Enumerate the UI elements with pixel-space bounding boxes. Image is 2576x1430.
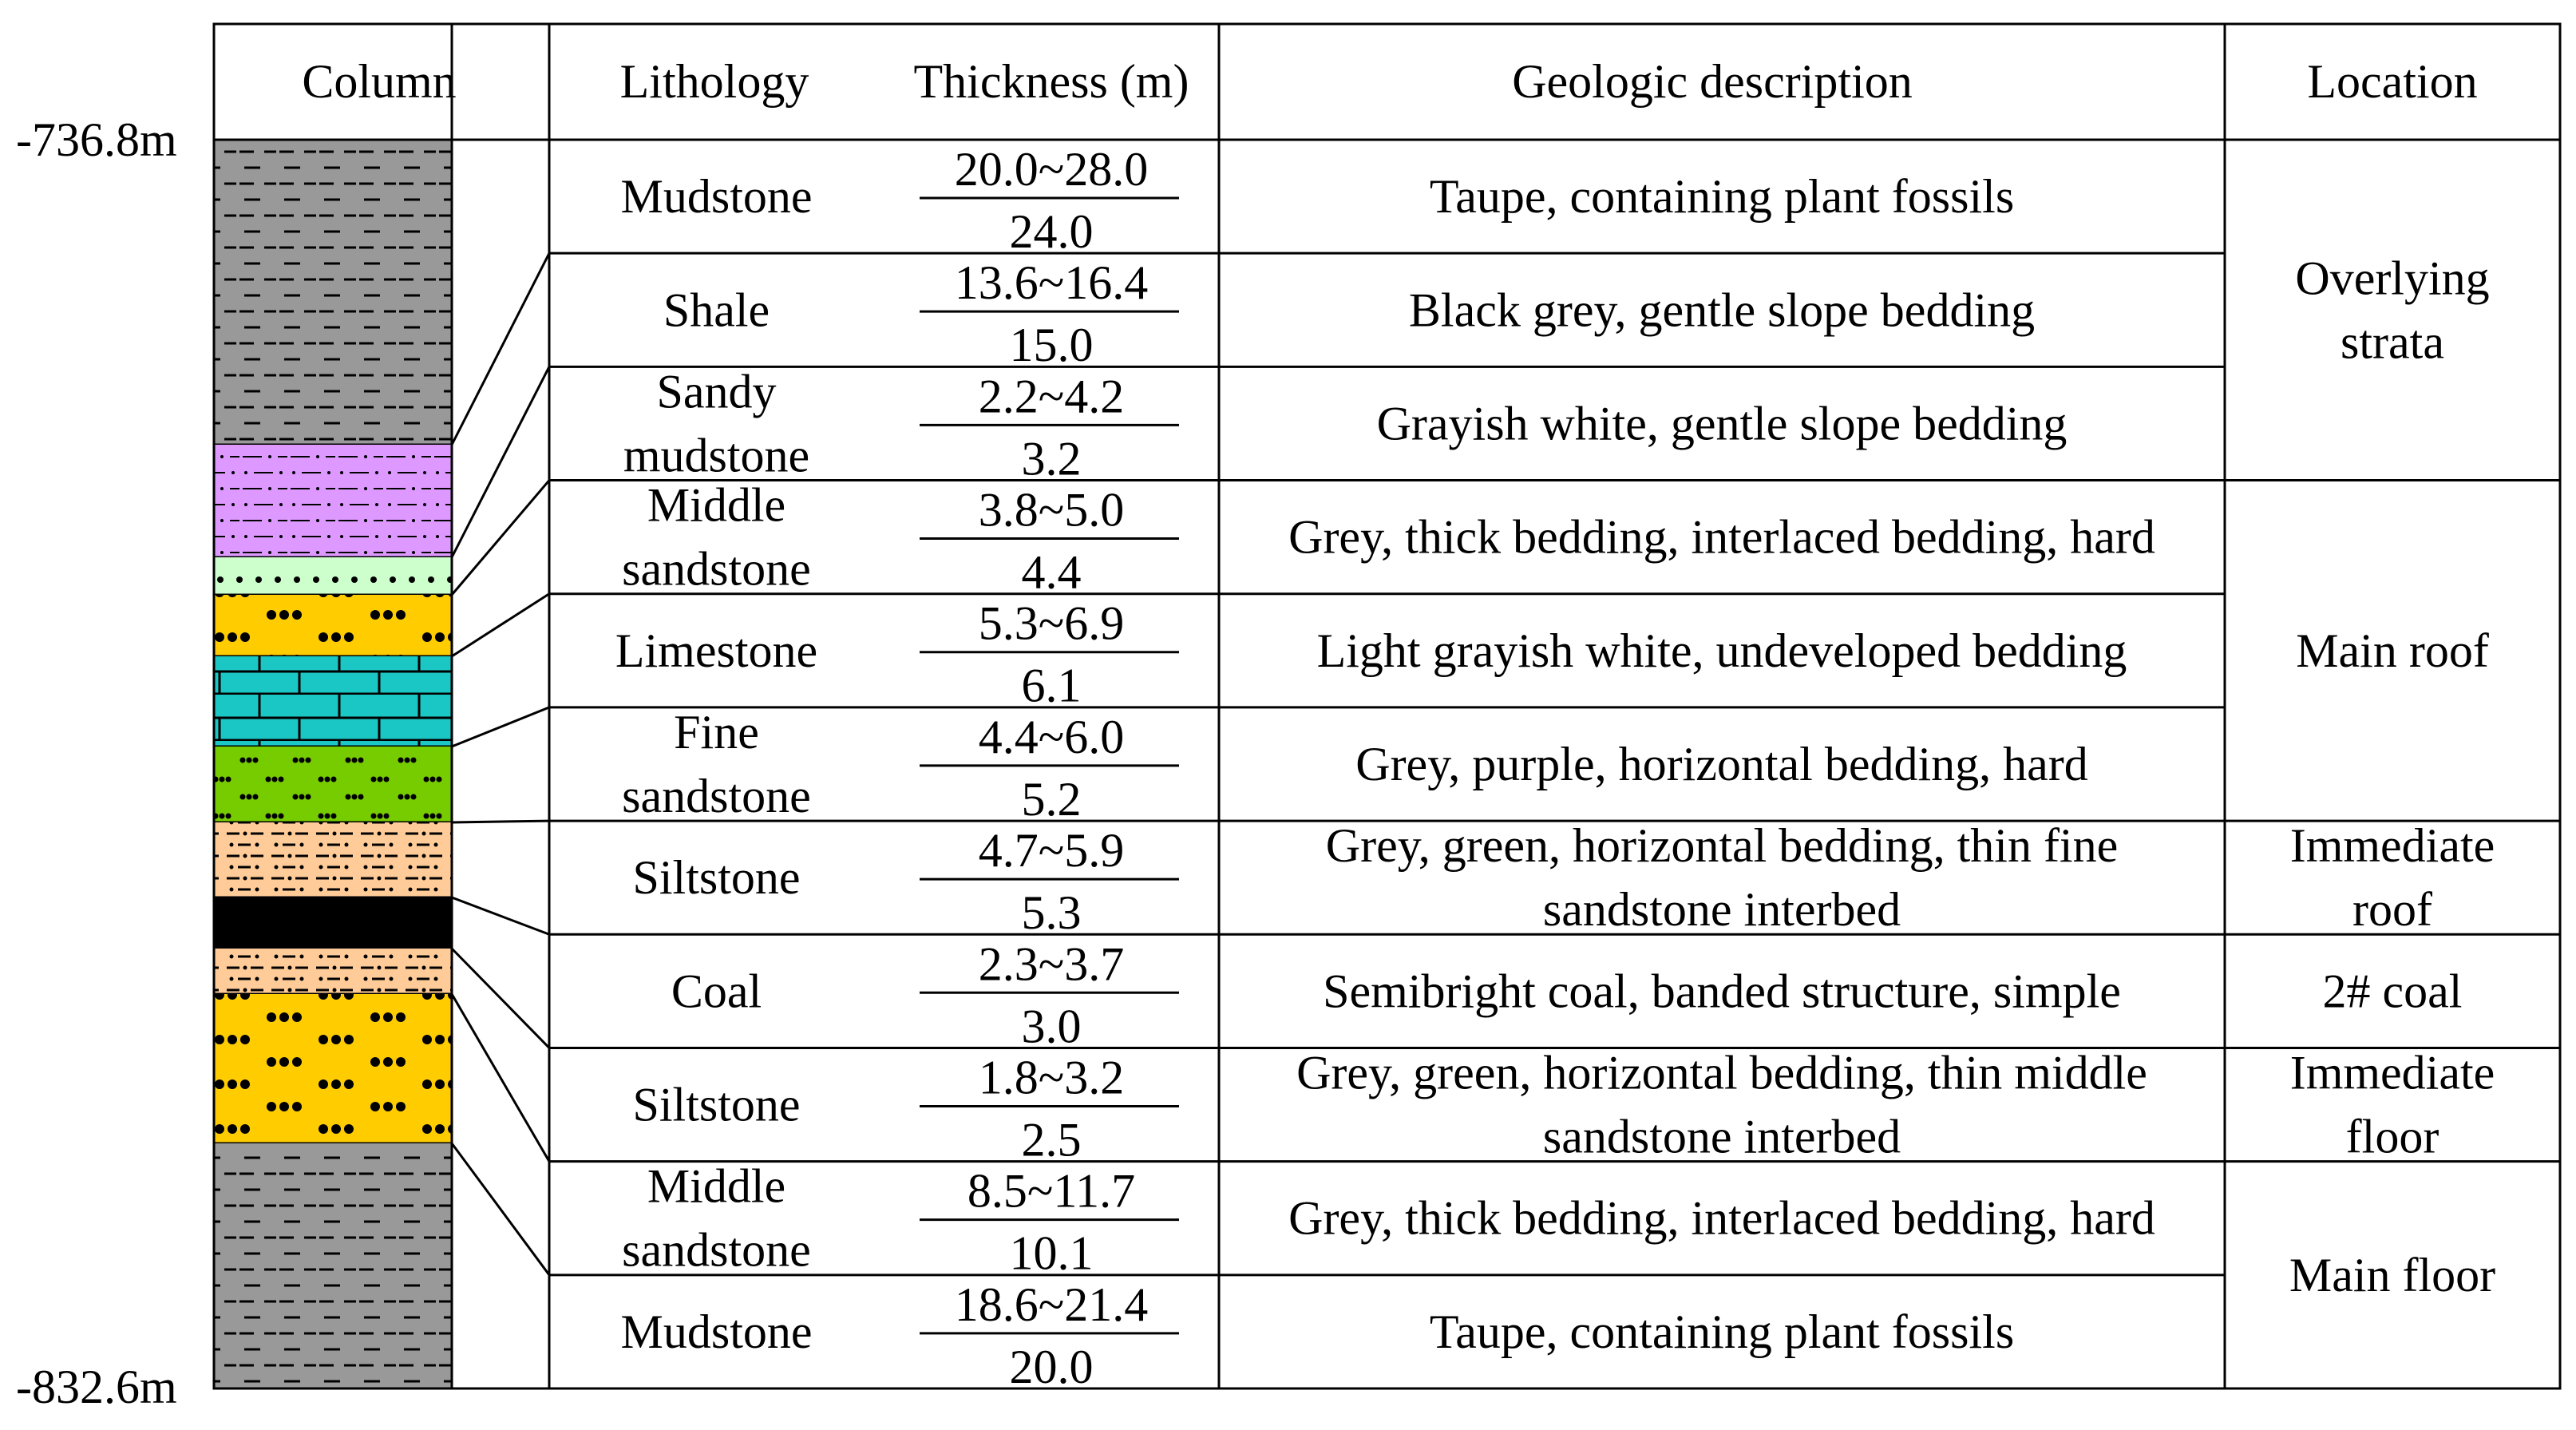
connector-line <box>452 481 549 595</box>
column-layer-sandy-mudstone-pattern <box>214 445 452 557</box>
lithology-cell <box>615 624 817 677</box>
description-cell-line: Semibright coal, banded structure, simple <box>1323 965 2121 1018</box>
thickness-average: 10.1 <box>1009 1226 1094 1280</box>
table-row <box>615 597 2127 712</box>
lithology-cell <box>622 1160 811 1277</box>
lithology-cell <box>663 283 770 336</box>
thickness-range: 1.8~3.2 <box>978 1051 1125 1104</box>
lithology-cell <box>622 479 811 596</box>
description-cell <box>1323 965 2121 1017</box>
header-lithology: Lithology <box>619 55 809 108</box>
lithology-cell <box>621 1305 813 1358</box>
lithology-cell <box>632 1079 800 1131</box>
lithology-cell-line: Siltstone <box>632 851 801 905</box>
thickness-average: 15.0 <box>1009 319 1094 372</box>
thickness-range: 18.6~21.4 <box>954 1277 1149 1331</box>
lithology-cell-line: sandstone <box>622 770 811 822</box>
thickness-range: 5.3~6.9 <box>978 596 1125 650</box>
depth-top-label: -736.8m <box>16 113 177 166</box>
location-label-line: Immediate <box>2289 819 2495 873</box>
table-row <box>632 819 2118 939</box>
thickness-range: 4.7~5.9 <box>978 824 1125 877</box>
thickness-range: 4.4~6.0 <box>978 710 1125 763</box>
description-cell <box>1317 624 2127 677</box>
stratigraphic-column <box>214 140 452 1388</box>
header-location: Location <box>2307 55 2478 108</box>
thickness-range: 20.0~28.0 <box>954 143 1149 196</box>
description-cell <box>1288 511 2155 564</box>
description-cell <box>1296 1047 2147 1163</box>
connector-line <box>452 594 549 656</box>
table-row <box>621 1278 2015 1393</box>
column-layer-siltstone-pattern <box>214 822 452 897</box>
depth-bottom-label: -832.6m <box>16 1361 177 1413</box>
location-cells <box>2289 252 2495 1301</box>
table-row <box>621 143 2015 258</box>
thickness-average: 5.2 <box>1021 772 1082 826</box>
location-label-line: Immediate <box>2289 1046 2495 1099</box>
description-cell <box>1430 1305 2014 1358</box>
lithology-cell <box>622 706 811 822</box>
column-layer-mudstone-pattern <box>214 1143 452 1388</box>
thickness-range: 13.6~16.4 <box>954 256 1149 310</box>
connector-line <box>452 994 549 1162</box>
description-cell-line: Black grey, gentle slope bedding <box>1408 283 2036 337</box>
description-cell-line: Taupe, containing plant fossils <box>1429 1305 2015 1358</box>
table-row <box>632 1047 2147 1167</box>
table-grid <box>214 24 2560 1388</box>
lithology-cell-line: Coal <box>671 965 762 1018</box>
description-cell <box>1326 819 2118 936</box>
thickness-average: 4.4 <box>1021 545 1082 599</box>
column-layer-middle-sandstone-pattern <box>214 994 452 1143</box>
location-label <box>2290 1047 2495 1163</box>
location-label-line: Main floor <box>2289 1248 2496 1301</box>
thickness-range: 8.5~11.7 <box>967 1164 1136 1218</box>
location-label <box>2289 1249 2495 1301</box>
location-label <box>2290 819 2495 936</box>
description-cell <box>1377 397 2068 450</box>
lithology-cell-line: Middle <box>647 478 786 532</box>
lithology-cell-line: Fine <box>674 706 759 759</box>
location-label-line: Overlying <box>2295 252 2490 305</box>
column-layer-fine-sandstone-pattern <box>214 557 452 595</box>
thickness-range: 2.2~4.2 <box>978 370 1125 423</box>
lithology-cell-line: mudstone <box>623 429 810 482</box>
header-description: Geologic description <box>1512 55 1913 108</box>
lithology-cell <box>621 170 813 223</box>
thickness-average: 24.0 <box>1009 205 1094 258</box>
column-layer-fine-sandstone-pattern <box>214 747 452 822</box>
connector-line <box>452 949 549 1048</box>
column-layer-middle-sandstone-pattern <box>214 595 452 656</box>
location-label <box>2296 624 2489 677</box>
lithology-cell <box>671 965 762 1017</box>
lithology-cell-line: Middle <box>647 1159 786 1213</box>
description-cell-line: Light grayish white, undeveloped bedding <box>1316 624 2127 677</box>
location-label-line: roof <box>2352 883 2432 937</box>
lithology-cell-line: sandstone <box>622 1223 811 1277</box>
column-layer-coal-fill <box>214 897 452 949</box>
column-layer-limestone-pattern <box>214 656 452 747</box>
table-rows <box>615 143 2155 1393</box>
lithology-cell-line: Limestone <box>615 624 818 677</box>
connector-line <box>452 821 549 822</box>
location-label-line: Main roof <box>2296 624 2489 677</box>
description-cell <box>1288 1192 2155 1245</box>
description-cell-line: Grey, thick bedding, interlaced bedding, hard <box>1288 510 2155 564</box>
thickness-average: 3.2 <box>1021 432 1082 485</box>
table-row <box>622 1160 2155 1280</box>
table-row <box>622 479 2155 599</box>
lithology-cell <box>623 365 809 481</box>
table-header <box>302 55 2477 108</box>
table-row <box>671 937 2121 1052</box>
location-label-line: strata <box>2341 315 2444 369</box>
connector-line <box>452 1143 549 1275</box>
lithology-cell <box>632 851 800 904</box>
location-label-line: 2# coal <box>2322 965 2463 1018</box>
lithology-cell-line: Mudstone <box>620 170 813 224</box>
description-cell-line: Grey, purple, horizontal bedding, hard <box>1355 738 2088 790</box>
connector-line <box>452 897 549 934</box>
description-cell-line: sandstone interbed <box>1542 1110 1901 1163</box>
location-label <box>2323 965 2463 1017</box>
thickness-average: 20.0 <box>1009 1340 1094 1393</box>
description-cell <box>1355 738 2088 790</box>
table-row <box>623 365 2068 485</box>
connector-line <box>452 707 549 747</box>
lithology-cell-line: Siltstone <box>632 1078 801 1131</box>
description-cell-line: Grey, thick bedding, interlaced bedding, hard <box>1288 1191 2155 1245</box>
description-cell <box>1409 283 2035 336</box>
description-cell-line: Grey, green, horizontal bedding, thin fine <box>1325 819 2119 873</box>
thickness-range: 3.8~5.0 <box>978 483 1125 537</box>
column-layer-siltstone-pattern <box>214 949 452 994</box>
table-row <box>663 256 2035 371</box>
lithology-cell-line: Sandy <box>656 365 777 418</box>
description-cell-line: sandstone interbed <box>1542 883 1901 937</box>
location-label <box>2295 252 2489 368</box>
thickness-range: 2.3~3.7 <box>978 937 1125 991</box>
lithology-cell-line: Mudstone <box>620 1305 813 1358</box>
lithology-cell-line: sandstone <box>622 542 811 596</box>
layer-connector-lines <box>452 253 549 1275</box>
thickness-average: 6.1 <box>1021 659 1082 712</box>
description-cell-line: Grey, green, horizontal bedding, thin middle <box>1296 1046 2147 1099</box>
table-row <box>622 706 2088 826</box>
location-label-line: floor <box>2345 1110 2439 1163</box>
thickness-average: 3.0 <box>1021 1000 1082 1053</box>
description-cell-line: Taupe, containing plant fossils <box>1429 170 2015 224</box>
lithology-cell-line: Shale <box>663 283 770 337</box>
header-thickness: Thickness (m) <box>913 55 1189 108</box>
description-cell-line: Grayish white, gentle slope bedding <box>1376 397 2068 450</box>
column-layer-mudstone-pattern <box>214 140 452 445</box>
description-cell <box>1430 170 2014 223</box>
thickness-average: 2.5 <box>1021 1113 1082 1167</box>
thickness-average: 5.3 <box>1021 886 1082 940</box>
header-column: Column <box>302 55 457 108</box>
connector-line <box>452 253 549 445</box>
connector-line <box>452 366 549 557</box>
